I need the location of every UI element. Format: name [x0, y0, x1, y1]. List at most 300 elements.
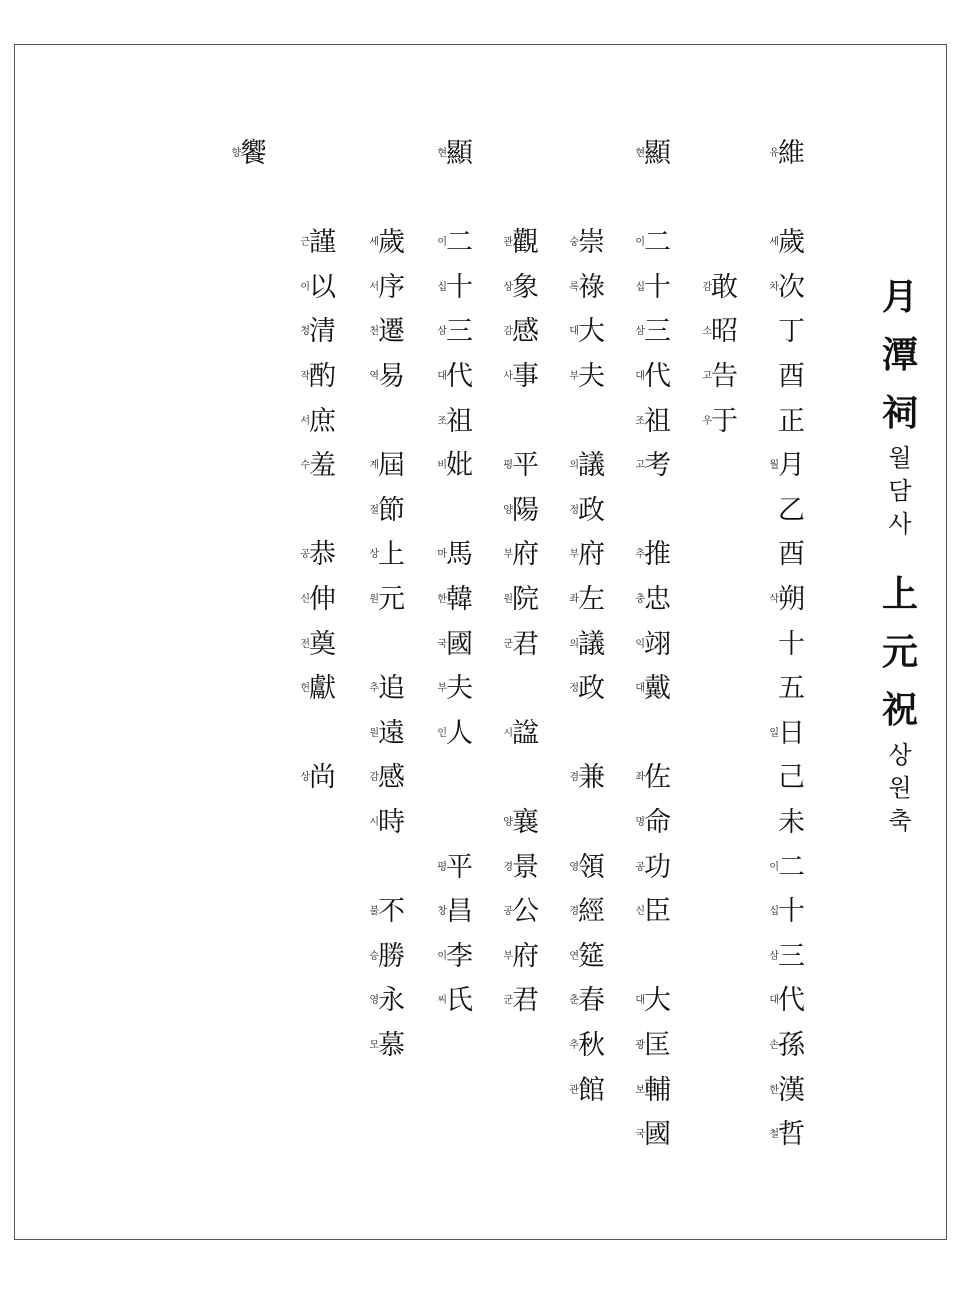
hangul-reading: 십	[437, 281, 447, 293]
hanja-char: 崇	[578, 227, 605, 259]
hangul-reading: 근	[300, 237, 310, 249]
hanja-char: 觀	[512, 227, 539, 259]
char-cell	[430, 312, 490, 356]
char-cell	[293, 268, 353, 312]
hanja-char: 羞	[309, 450, 336, 482]
hangul-reading: 한	[437, 594, 447, 605]
hangul-reading: 공	[635, 861, 645, 873]
hanja-char: 饗	[240, 138, 267, 169]
char-cell	[496, 357, 556, 401]
hanja-char: 戴	[644, 673, 671, 705]
hangul-reading: 서	[300, 415, 310, 427]
char-cell	[430, 446, 490, 490]
hanja-char: 國	[446, 628, 473, 660]
hangul-reading: 월	[769, 460, 779, 472]
char-cell	[430, 937, 490, 981]
hangul-reading: 세	[369, 237, 379, 249]
char-cell	[762, 892, 822, 936]
hangul-reading: 상	[369, 549, 379, 561]
char-cell	[430, 223, 490, 267]
char-cell	[362, 892, 422, 936]
hanja-char: 代	[778, 985, 805, 1017]
hanja-char: 妣	[446, 450, 473, 482]
hangul-reading: 부	[569, 371, 579, 382]
char-cell	[762, 803, 822, 847]
char-cell	[362, 803, 422, 847]
hanja-char: 上	[378, 539, 405, 571]
hangul-reading: 세	[769, 237, 779, 249]
hangul-reading: 관	[569, 1084, 579, 1096]
char-cell	[562, 669, 622, 713]
hanja-char: 代	[644, 361, 671, 392]
char-cell	[362, 669, 422, 713]
hanja-char: 顯	[644, 138, 671, 169]
char-cell	[496, 803, 556, 847]
hangul-reading: 의	[569, 460, 579, 472]
hanja-char: 諡	[512, 717, 539, 749]
hanja-char: 筵	[578, 940, 605, 972]
hanja-char: 府	[512, 539, 539, 571]
char-cell	[562, 937, 622, 981]
hangul-reading: 부	[569, 549, 579, 561]
hangul-reading: 차	[769, 281, 779, 293]
char-cell	[628, 580, 688, 624]
hanja-char: 平	[446, 851, 473, 883]
hanja-char: 節	[378, 494, 405, 526]
hangul-reading: 계	[369, 460, 379, 472]
title-section	[876, 565, 924, 838]
char-cell	[362, 268, 422, 312]
char-cell	[430, 669, 490, 713]
char-cell	[293, 223, 353, 267]
title-hangul-char: 원	[888, 774, 912, 802]
hangul-reading: 수	[300, 460, 310, 472]
hanja-char: 府	[578, 539, 605, 571]
hangul-reading: 시	[503, 727, 513, 739]
hanja-char: 元	[378, 584, 405, 615]
hanja-char: 政	[578, 673, 605, 705]
hangul-reading: 보	[635, 1084, 645, 1096]
hangul-reading: 고	[635, 460, 645, 472]
hangul-reading: 전	[300, 638, 310, 650]
hanja-char: 臣	[644, 896, 671, 928]
hangul-reading: 상	[300, 772, 310, 784]
char-cell	[496, 491, 556, 535]
hanja-char: 平	[512, 450, 539, 482]
hangul-reading: 시	[369, 817, 379, 828]
char-cell	[562, 1071, 622, 1115]
hangul-reading: 서	[369, 281, 379, 293]
hangul-reading: 이	[769, 861, 779, 873]
char-cell	[293, 535, 353, 579]
char-cell	[362, 580, 422, 624]
hanja-char: 兼	[578, 762, 605, 794]
char-cell	[496, 312, 556, 356]
title-hangul-char: 축	[888, 807, 912, 835]
char-cell	[362, 357, 422, 401]
hanja-char: 不	[378, 896, 405, 928]
hanja-char: 議	[578, 628, 605, 660]
hangul-reading: 역	[369, 371, 379, 382]
char-cell	[695, 357, 755, 401]
char-cell	[628, 803, 688, 847]
char-cell	[762, 223, 822, 267]
hangul-reading: 절	[369, 504, 379, 516]
hanja-char: 歲	[778, 227, 805, 259]
hangul-reading: 원	[369, 594, 379, 605]
hangul-reading: 영	[369, 995, 379, 1007]
hanja-char: 院	[512, 584, 539, 615]
char-cell	[496, 625, 556, 669]
hanja-char: 顯	[446, 138, 473, 169]
hanja-char: 未	[778, 807, 805, 838]
hanja-char: 公	[512, 896, 539, 928]
char-cell	[562, 535, 622, 579]
hanja-char: 祖	[446, 405, 473, 437]
hanja-char: 尚	[309, 762, 336, 794]
hangul-reading: 영	[569, 861, 579, 873]
hangul-reading: 군	[503, 995, 513, 1007]
char-cell	[496, 892, 556, 936]
hanja-char: 丁	[778, 316, 805, 348]
hangul-reading: 이	[300, 281, 310, 293]
char-cell	[293, 446, 353, 490]
hangul-reading: 정	[569, 683, 579, 695]
hangul-reading: 대	[769, 995, 779, 1007]
hanja-char: 敢	[711, 271, 738, 303]
hanja-char: 感	[512, 316, 539, 348]
hanja-char: 十	[778, 628, 805, 660]
hangul-reading: 감	[503, 326, 513, 338]
char-cell	[628, 223, 688, 267]
hanja-char: 祿	[578, 271, 605, 303]
hanja-char: 恭	[309, 539, 336, 571]
hangul-reading: 원	[369, 727, 379, 739]
hanja-char: 維	[778, 138, 805, 169]
char-cell	[628, 758, 688, 802]
hangul-reading: 삭	[769, 594, 779, 605]
char-cell	[496, 937, 556, 981]
char-cell	[293, 669, 353, 713]
hangul-reading: 한	[769, 1084, 779, 1096]
char-cell	[762, 580, 822, 624]
hanja-char: 月	[778, 450, 805, 482]
hanja-char: 朔	[778, 584, 805, 615]
char-cell	[362, 937, 422, 981]
char-cell	[762, 357, 822, 401]
hangul-reading: 공	[300, 549, 310, 561]
char-cell	[362, 714, 422, 758]
char-cell	[362, 758, 422, 802]
hanja-char: 于	[711, 405, 738, 437]
title-section	[876, 268, 924, 541]
char-cell	[628, 1115, 688, 1159]
hangul-reading: 삼	[437, 326, 447, 338]
hangul-reading: 삼	[635, 326, 645, 338]
hangul-reading: 춘	[569, 995, 579, 1007]
hangul-reading: 충	[635, 594, 645, 605]
char-cell	[293, 402, 353, 446]
hanja-char: 十	[446, 271, 473, 303]
hanja-char: 日	[778, 717, 805, 749]
hangul-reading: 불	[369, 906, 379, 918]
hanja-char: 韓	[446, 584, 473, 615]
hanja-char: 二	[644, 227, 671, 259]
hangul-reading: 일	[769, 727, 779, 739]
hangul-reading: 감	[702, 281, 712, 293]
char-cell	[430, 402, 490, 446]
char-cell	[562, 580, 622, 624]
hanja-char: 酉	[778, 539, 805, 571]
hangul-reading: 추	[369, 683, 379, 695]
hangul-reading: 청	[300, 326, 310, 338]
hanja-char: 大	[644, 985, 671, 1017]
hangul-reading: 이	[635, 237, 645, 249]
hanja-char: 忠	[644, 584, 671, 615]
title-hangul-char: 월	[888, 444, 912, 472]
hanja-char: 氏	[446, 985, 473, 1017]
hangul-reading: 향	[231, 148, 241, 159]
hangul-reading: 조	[635, 415, 645, 427]
hanja-char: 獻	[309, 673, 336, 705]
hanja-char: 君	[512, 628, 539, 660]
char-cell	[762, 491, 822, 535]
char-cell	[628, 892, 688, 936]
char-cell	[362, 1026, 422, 1070]
title-hanja-char: 元	[881, 631, 918, 673]
hanja-char: 十	[778, 896, 805, 928]
hanja-char: 輔	[644, 1074, 671, 1106]
hanja-char: 領	[578, 851, 605, 883]
hanja-char: 館	[578, 1074, 605, 1106]
char-cell	[362, 312, 422, 356]
char-cell	[628, 848, 688, 892]
hanja-char: 以	[309, 271, 336, 303]
hangul-reading: 유	[769, 148, 779, 159]
char-cell	[430, 892, 490, 936]
hanja-char: 大	[578, 316, 605, 348]
hangul-reading: 명	[635, 817, 645, 828]
hangul-reading: 헌	[300, 683, 310, 695]
char-cell	[628, 312, 688, 356]
hangul-reading: 마	[437, 549, 447, 561]
hanja-char: 昌	[446, 896, 473, 928]
char-cell	[362, 446, 422, 490]
hangul-reading: 대	[635, 371, 645, 382]
char-cell	[762, 535, 822, 579]
title-hanja-char: 上	[881, 573, 918, 615]
char-cell	[496, 580, 556, 624]
hangul-reading: 감	[369, 772, 379, 784]
hanja-char: 議	[578, 450, 605, 482]
hanja-char: 謹	[309, 227, 336, 259]
hanja-char: 佐	[644, 762, 671, 794]
char-cell	[695, 402, 755, 446]
hangul-reading: 사	[503, 371, 513, 382]
hangul-reading: 인	[437, 727, 447, 739]
hanja-char: 五	[778, 673, 805, 705]
hangul-reading: 현	[437, 148, 447, 159]
hangul-reading: 경	[569, 906, 579, 918]
char-cell	[762, 1026, 822, 1070]
char-cell	[562, 446, 622, 490]
hanja-char: 人	[446, 717, 473, 749]
char-cell	[762, 669, 822, 713]
hangul-reading: 철	[769, 1129, 779, 1141]
hangul-reading: 십	[769, 906, 779, 918]
hanja-char: 君	[512, 985, 539, 1017]
hangul-reading: 의	[569, 638, 579, 650]
hanja-char: 時	[378, 807, 405, 838]
hangul-reading: 현	[635, 148, 645, 159]
hangul-reading: 공	[503, 906, 513, 918]
hangul-reading: 록	[569, 281, 579, 293]
char-cell	[562, 758, 622, 802]
char-cell	[496, 446, 556, 490]
hanja-char: 祖	[644, 405, 671, 437]
char-cell	[430, 580, 490, 624]
hangul-reading: 양	[503, 817, 513, 828]
hangul-reading: 관	[503, 237, 513, 249]
char-cell	[293, 580, 353, 624]
hanja-char: 馬	[446, 539, 473, 571]
hangul-reading: 비	[437, 460, 447, 472]
char-cell	[762, 981, 822, 1025]
hangul-reading: 삼	[769, 950, 779, 962]
char-cell	[762, 312, 822, 356]
hanja-char: 序	[378, 271, 405, 303]
hanja-char: 象	[512, 271, 539, 303]
hangul-reading: 십	[635, 281, 645, 293]
hanja-char: 伸	[309, 584, 336, 615]
char-cell	[430, 848, 490, 892]
hangul-reading: 군	[503, 638, 513, 650]
char-cell	[562, 625, 622, 669]
hanja-char: 代	[446, 361, 473, 392]
char-cell	[496, 535, 556, 579]
hangul-reading: 소	[702, 326, 712, 338]
hanja-char: 慕	[378, 1030, 405, 1061]
char-cell	[628, 1026, 688, 1070]
char-cell	[762, 1115, 822, 1159]
hanja-char: 二	[446, 227, 473, 259]
char-cell	[496, 981, 556, 1025]
char-cell	[762, 625, 822, 669]
hangul-reading: 씨	[437, 995, 447, 1007]
hangul-reading: 원	[503, 594, 513, 605]
hanja-char: 命	[644, 807, 671, 838]
hanja-char: 翊	[644, 628, 671, 660]
hangul-reading: 대	[569, 326, 579, 338]
char-cell	[430, 625, 490, 669]
hanja-char: 屆	[378, 450, 405, 482]
char-cell	[628, 535, 688, 579]
hanja-char: 府	[512, 940, 539, 972]
hanja-char: 匡	[644, 1030, 671, 1061]
hanja-char: 推	[644, 539, 671, 571]
hangul-reading: 연	[569, 950, 579, 962]
hanja-char: 秋	[578, 1030, 605, 1061]
char-cell	[562, 981, 622, 1025]
hangul-reading: 양	[503, 504, 513, 516]
char-cell	[628, 669, 688, 713]
hanja-char: 功	[644, 851, 671, 883]
char-cell	[628, 134, 688, 178]
char-cell	[562, 268, 622, 312]
char-cell	[762, 402, 822, 446]
hanja-char: 奠	[309, 628, 336, 660]
hanja-char: 易	[378, 361, 405, 392]
char-cell	[496, 223, 556, 267]
hanja-char: 陽	[512, 494, 539, 526]
hanja-char: 夫	[446, 673, 473, 705]
char-cell	[628, 981, 688, 1025]
title-hangul-char: 상	[888, 741, 912, 769]
char-cell	[362, 535, 422, 579]
char-cell	[496, 268, 556, 312]
char-cell	[562, 357, 622, 401]
hanja-char: 勝	[378, 940, 405, 972]
char-cell	[562, 1026, 622, 1070]
hanja-char: 遷	[378, 316, 405, 348]
char-cell	[628, 446, 688, 490]
hangul-reading: 승	[369, 950, 379, 962]
char-cell	[695, 268, 755, 312]
hanja-char: 感	[378, 762, 405, 794]
char-cell	[562, 892, 622, 936]
hanja-char: 二	[778, 851, 805, 883]
hanja-char: 三	[778, 940, 805, 972]
hangul-reading: 추	[635, 549, 645, 561]
hanja-char: 正	[778, 405, 805, 437]
char-cell	[695, 312, 755, 356]
char-cell	[430, 357, 490, 401]
char-cell	[562, 848, 622, 892]
hangul-reading: 광	[635, 1040, 645, 1051]
hangul-reading: 상	[503, 281, 513, 293]
hanja-char: 己	[778, 762, 805, 794]
char-cell	[762, 446, 822, 490]
title-hangul-char: 사	[888, 510, 912, 538]
hanja-char: 酌	[309, 361, 336, 392]
hangul-reading: 손	[769, 1040, 779, 1051]
char-cell	[628, 402, 688, 446]
title-hangul-char: 담	[888, 477, 912, 505]
char-cell	[762, 714, 822, 758]
hanja-char: 考	[644, 450, 671, 482]
char-cell	[293, 312, 353, 356]
char-cell	[762, 134, 822, 178]
char-cell	[562, 223, 622, 267]
hangul-reading: 좌	[569, 594, 579, 605]
char-cell	[762, 1071, 822, 1115]
title-hanja-char: 祠	[881, 392, 918, 434]
char-cell	[762, 937, 822, 981]
hangul-reading: 창	[437, 906, 447, 918]
title-hanja-char: 潭	[881, 334, 918, 376]
hangul-reading: 부	[437, 683, 447, 695]
hangul-reading: 대	[635, 995, 645, 1007]
hangul-reading: 겸	[569, 772, 579, 784]
char-cell	[362, 223, 422, 267]
char-cell	[430, 134, 490, 178]
hanja-char: 永	[378, 985, 405, 1017]
hanja-char: 春	[578, 985, 605, 1017]
hanja-char: 酉	[778, 361, 805, 392]
hanja-char: 追	[378, 673, 405, 705]
char-cell	[430, 535, 490, 579]
char-cell	[293, 758, 353, 802]
